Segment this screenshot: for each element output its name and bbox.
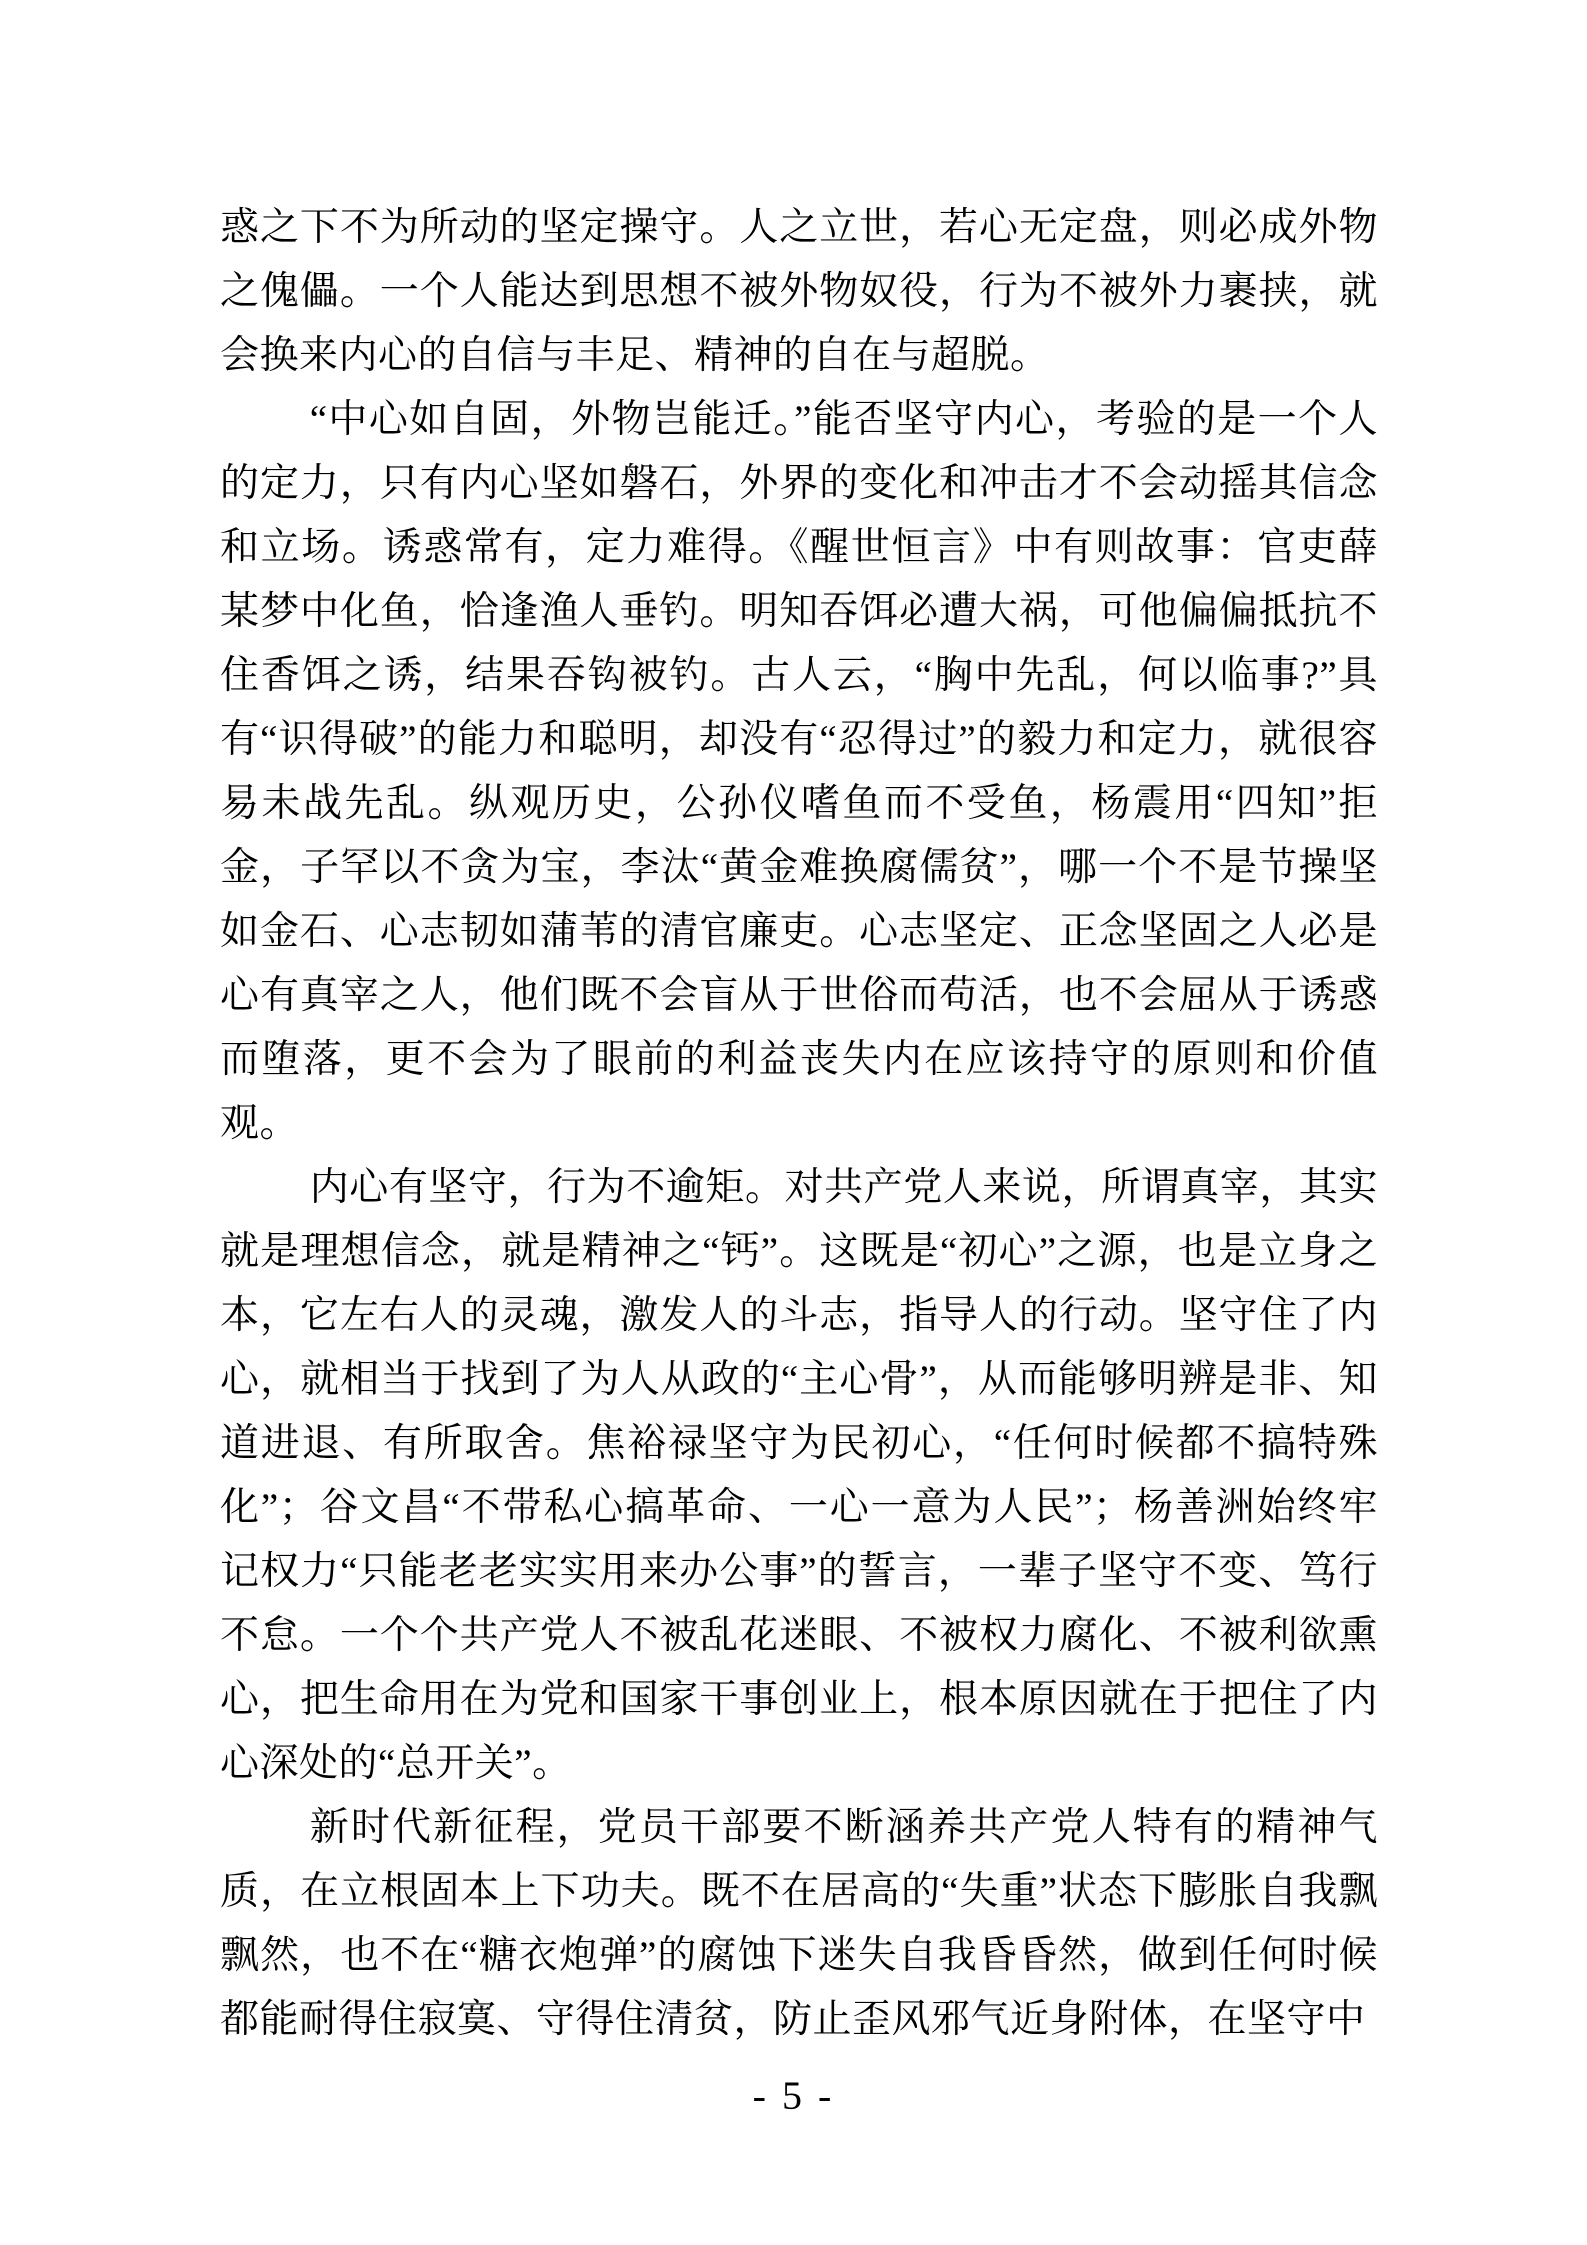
paragraph-quote-dingli: “中心如自固，外物岂能迁。”能否坚守内心，考验的是一个人的定力，只有内心坚如磐石，外界的变化和冲击才不会动摇其信念和立场。诱惑常有，定力难得。《醒世恒言》中有则故事：官吏薛某梦中化鱼，恰逢渔人垂钓。明知吞饵必遭大祸，可他偏偏抵抗不住香饵之诱，结果吞钩被钓。古人云，“胸中先乱，何以临事?”具有“识得破”的能力和聪明，却没有“忍得过”的毅力和定力，就很容易未战先乱。纵观历史，公孙仪嗜鱼而不受鱼，杨震用“四知”拒金，子罕以不贪为宝，李汰“黄金难换腐儒贫”，哪一个不是节操坚如金石、心志韧如蒲苇的清官廉吏。心志坚定、正念坚固之人必是心有真宰之人，他们既不会盲从于世俗而苟活，也不会屈从于诱惑而堕落，更不会为了眼前的利益丧失内在应该持守的原则和价值观。 <box>220 398 1378 1145</box>
paragraph-inner-adherence: 内心有坚守，行为不逾矩。对共产党人来说，所谓真宰，其实就是理想信念，就是精神之“钙”。这既是“初心”之源，也是立身之本，它左右人的灵魂，激发人的斗志，指导人的行动。坚守住了内心，就相当于找到了为人从政的“主心骨”，从而能够明辨是非、知道进退、有所取舍。焦裕禄坚守为民初心，“任何时候都不搞特殊化”；谷文昌“不带私心搞革命、一心一意为人民”；杨善洲始终牢记权力“只能老老实实用来办公事”的誓言，一辈子坚守不变、笃行不怠。一个个共产党人不被乱花迷眼、不被权力腐化、不被利欲熏心，把生命用在为党和国家干事创业上，根本原因就在于把住了内心深处的“总开关”。 <box>220 1166 1378 1785</box>
document-body <box>220 196 1378 2052</box>
paragraph-new-era: 新时代新征程，党员干部要不断涵养共产党人特有的精神气质，在立根固本上下功夫。既不在居高的“失重”状态下膨胀自我飘飘然，也不在“糖衣炮弹”的腐蚀下迷失自我昏昏然，做到任何时候都能耐得住寂寞、守得住清贫，防止歪风邪气近身附体，在坚守中 <box>220 1806 1378 2041</box>
paragraph-continuation: 惑之下不为所动的坚定操守。人之立世，若心无定盘，则必成外物之傀儡。一个人能达到思想不被外物奴役，行为不被外力裹挟，就会换来内心的自信与丰足、精神的自在与超脱。 <box>220 206 1378 377</box>
page-number: - 5 - <box>752 2073 835 2118</box>
